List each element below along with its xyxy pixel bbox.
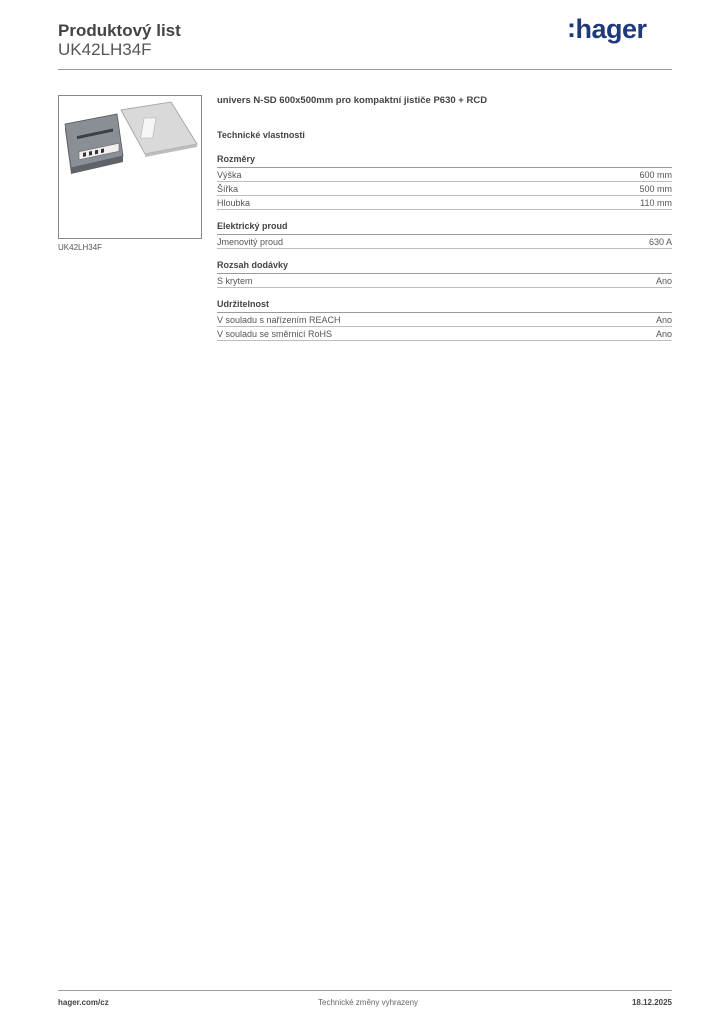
spec-value: 600 mm: [639, 170, 672, 180]
image-caption: UK42LH34F: [58, 243, 103, 252]
footer-date: 18.12.2025: [631, 998, 672, 1007]
footer-note: Technické změny vyhrazeny: [318, 998, 419, 1007]
spec-row: [217, 235, 672, 249]
spec-value: Ano: [655, 276, 672, 286]
spec-label: Šířka: [217, 184, 239, 194]
spec-label: Jmenovitý proud: [217, 237, 284, 247]
spec-value: Ano: [655, 329, 672, 339]
hager-logo: [567, 14, 659, 50]
group-title-delivery-scope: Rozsah dodávky: [217, 259, 672, 274]
spec-row: [217, 313, 672, 327]
product-description: univers N-SD 600x500mm pro kompaktní jističe P630 + RCD: [217, 95, 488, 106]
spec-row: [217, 168, 672, 182]
header-divider: [58, 69, 672, 70]
spec-value: 110 mm: [640, 198, 672, 208]
page-title: Produktový list: [58, 21, 181, 40]
spec-row: [217, 274, 672, 288]
footer-website: hager.com/cz: [58, 998, 109, 1007]
spec-row: [217, 196, 672, 210]
group-title-sustainability: Udržitelnost: [217, 298, 672, 313]
spec-value: 500 mm: [639, 184, 672, 194]
enclosure-illustration: [59, 96, 201, 238]
logo-text: hager: [575, 14, 647, 44]
spec-row: [217, 327, 672, 341]
spec-section: [217, 94, 672, 341]
spec-heading: Technické vlastnosti: [217, 130, 305, 140]
spec-label: Hloubka: [217, 198, 251, 208]
spec-label: V souladu s nařízením REACH: [217, 315, 341, 325]
spec-label: V souladu se směrnicí RoHS: [217, 329, 333, 339]
spec-value: Ano: [655, 315, 672, 325]
group-title-electric-current: Elektrický proud: [217, 220, 672, 235]
product-code: UK42LH34F: [58, 40, 152, 59]
product-image: [58, 95, 202, 239]
logo-mark: :: [567, 13, 576, 43]
group-title-dimensions: Rozměry: [217, 153, 672, 168]
footer-divider: [58, 990, 672, 991]
spec-row: [217, 182, 672, 196]
spec-label: S krytem: [217, 276, 253, 286]
spec-label: Výška: [217, 170, 242, 180]
spec-value: 630 A: [648, 237, 672, 247]
